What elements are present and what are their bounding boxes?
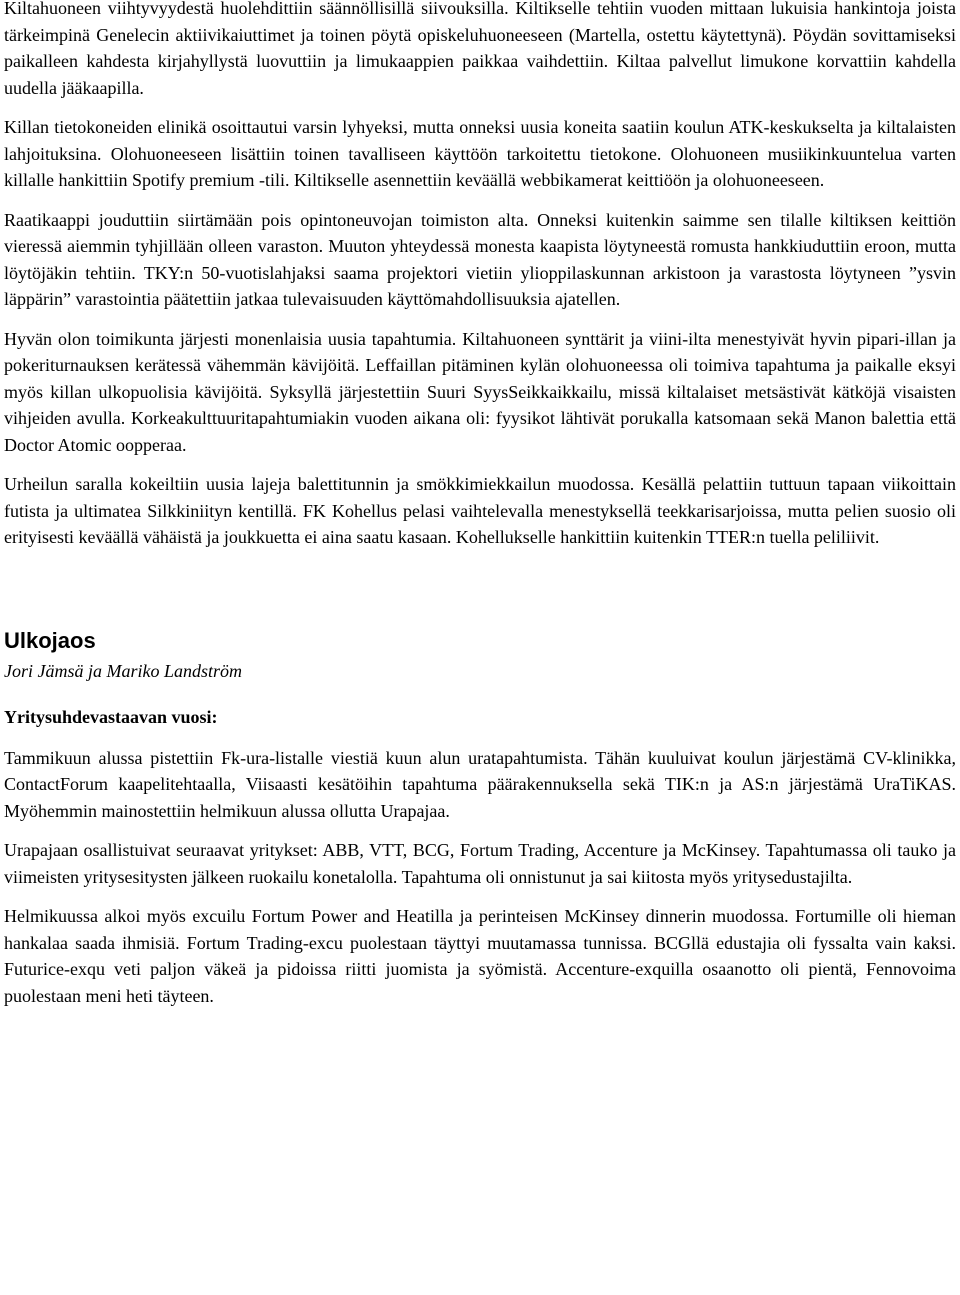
- section-paragraph-excursions: Helmikuussa alkoi myös excuilu Fortum Power and Heatilla ja perinteisen McKinsey dinnerin muodossa. Fortumille oli hieman hankalaa saada ihmisiä. Fortum Trading-excu puolestaan täyttyi muutamassa tunnissa. BCGllä edustajia oli fyssalta vain kaksi. Futurice-exqu veti paljon väkeä ja pidoissa riitti juomista ja syömistä. Accenture-exquilla osaanotto oli pientä, Fennovoima puolestaan meni heti täyteen.: [4, 906, 956, 1006]
- intro-paragraph-clubroom-maintenance: Kiltahuoneen viihtyvyydestä huolehdittiin säännöllisillä siivouksilla. Kiltikselle tehtiin vuoden mittaan lukuisia hankintoja joista tärkeimpinä Genelecin aktiivikaiuttimet ja toinen pöytä opiskeluhuoneeseen (Martella, ostettu käytettynä). Pöydän sovittamiseksi paikalleen kahdesta kirjahyllystä luovuttiin ja limukaappien paikkaa vaihdettiin. Kiltaa palvellut limukone korvattiin kahdella uudella jääkaapilla.: [4, 0, 956, 98]
- intro-paragraph-events: Hyvän olon toimikunta järjesti monenlaisia uusia tapahtumia. Kiltahuoneen synttärit ja viini-ilta menestyivät hyvin pipari-illan ja pokeriturnauksen kerätessä vähemmän kävijöitä. Leffaillan pitäminen kylän olohuoneessa oli toimiva tapahtuma ja paikalle eksyi myös killan ulkopuolisia kävijöitä. Syksyllä järjestettiin Suuri SyysSeikkaikkailu, missä kiltalaiset metsästivät kätköjä visaisten vihjeiden avulla. Korkeakulttuuritapahtumiakin vuoden aikana oli: fyysikot lähtivät porukalla katsomaan sekä Manon balettia että Doctor Atomic oopperaa.: [4, 328, 956, 455]
- intro-paragraph-sports: Urheilun saralla kokeiltiin uusia lajeja balettitunnin ja smökkimiekkailun muodossa. Kesällä pelattiin tuttuun tapaan viikoittain futista ja ultimatea Silkkiniityn kentillä. FK Kohellus pelasi vaihtelevalla menestyksellä teekkarisarjoissa, mutta pelien suosio oli erityisesti keväällä vähäistä ja joukkuetta ei aina saatu kasaan. Kohellukselle hankittiin kuitenkin TTER:n tuella peliliivit.: [4, 474, 956, 547]
- intro-paragraph-computers: Killan tietokoneiden elinikä osoittautui varsin lyhyeksi, mutta onneksi uusia koneita saatiin koulun ATK-keskukselta ja kiltalaisten lahjoituksina. Olohuoneeseen lisättiin toinen tavalliseen käyttöön tarkoitettu tietokone. Olohuoneen musiikinkuuntelua varten killalle hankittiin Spotify premium -tili. Kiltikselle asennettiin keväällä webbikamerat keittiöön ja olohuoneeseen.: [4, 117, 956, 190]
- section-paragraph-january: Tammikuun alussa pistettiin Fk-ura-listalle viestiä kuun alun uratapahtumista. Tähän kuuluivat koulun järjestämä CV-klinikka, ContactForum kaapelitehtaalla, Viisaasti kesätöihin tapahtuma päärakennuksella sekä TIK:n ja AS:n järjestämä UraTiKAS. Myöhemmin mainostettiin helmikuun alussa ollutta Urapajaa.: [4, 747, 956, 821]
- document-page: [4, 0, 956, 1009]
- intro-paragraph-storage: Raatikaappi jouduttiin siirtämään pois opintoneuvojan toimiston alta. Onneksi kuitenkin saimme sen tilalle kiltiksen keittiön vieressä aiemmin tyhjillään olleen varaston. Muuton yhteydessä monesta kaapista löytyneestä romusta hankkiuduttiin eroon, mutta löytöjäkin tehtiin. TKY:n 50-vuotislahjaksi saama projektori vietiin ylioppilaskunnan arkistoon ja varastosta löytyneen ”ysvin läppärin” varastointia päätettiin jatkaa tulevaisuuden käyttömahdollisuuksia ajatellen.: [4, 209, 956, 309]
- section-paragraph-urapaja: Urapajaan osallistuivat seuraavat yritykset: ABB, VTT, BCG, Fortum Trading, Accenture ja McKinsey. Tapahtumassa oli tauko ja viimeisten yritysesitysten jälkeen ruokailu konetalolla. Tapahtuma oli onnistunut ja sai kiitosta myös yritysedustajilta.: [4, 840, 956, 887]
- section-subheading: Yritysuhdevastaavan vuosi:: [4, 706, 218, 727]
- section-authors: Jori Jämsä ja Mariko Landström: [4, 660, 242, 681]
- section-title: Ulkojaos: [4, 627, 96, 653]
